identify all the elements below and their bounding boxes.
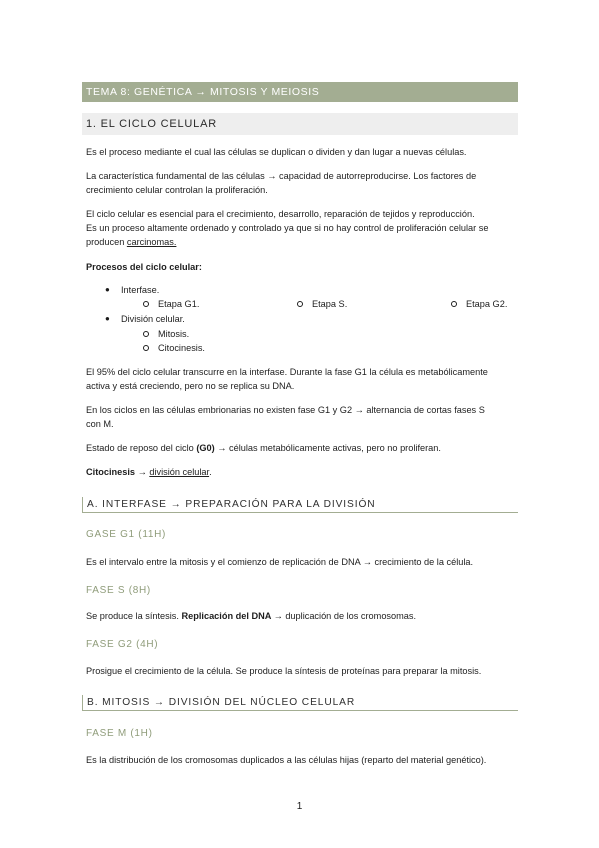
paragraph-citocinesis [86,465,518,479]
bullet-icon: ● [105,314,110,323]
paragraph-s [86,609,518,623]
circle-bullet-icon [297,301,303,307]
phase-heading-s: FASE S (8H) [86,585,151,596]
paragraph-characteristic-1: La característica fundamental de las células → capacidad de autorreproducirse. Los factores de [86,171,477,181]
section-heading-mitosis: B. MITOSIS → DIVISIÓN DEL NÚCLEO CELULAR [82,695,518,711]
text-span: Se produce la síntesis. [86,611,182,621]
text-span: Estado de reposo del ciclo [86,443,197,453]
paragraph-definition: Es el proceso mediante el cual las células se duplican o dividen y dan lugar a nuevas células. [86,147,467,157]
list-item-interfase: Interfase. [121,285,160,295]
paragraph-essential-1: El ciclo celular es esencial para el crecimiento, desarrollo, reparación de tejidos y reproducción. [86,209,475,219]
paragraph-g1: Es el intervalo entre la mitosis y el comienzo de replicación de DNA → crecimiento de la célula. [86,557,474,567]
list-item-division: División celular. [121,314,185,324]
section-heading-interfase: A. INTERFASE → PREPARACIÓN PARA LA DIVISIÓN [82,497,518,513]
paragraph-essential-3 [86,235,518,249]
text-span: → células metabólicamente activas, pero no proliferan. [214,443,441,453]
document-title: TEMA 8: GENÉTICA → MITOSIS Y MEIOSIS [82,82,518,102]
circle-bullet-icon [143,331,149,337]
paragraph-interfase-2: activa y está creciendo, pero no se replica su DNA. [86,381,295,391]
list-item-g2: Etapa G2. [466,299,508,309]
division-celular-link[interactable]: división celular [149,467,210,477]
text-span: producen [86,237,127,247]
processes-heading: Procesos del ciclo celular: [86,262,202,272]
paragraph-embryonic-1: En los ciclos en las células embrionarias no existen fase G1 y G2 → alternancia de cortas fases S [86,405,485,415]
text-span: duplicación de los cromosomas. [282,611,417,621]
list-item-citocinesis: Citocinesis. [158,343,205,353]
circle-bullet-icon [143,345,149,351]
section-heading-ciclo-celular: 1. EL CICLO CELULAR [82,113,518,135]
bullet-icon: ● [105,285,110,294]
phase-heading-g2: FASE G2 (4H) [86,639,159,650]
paragraph-g2: Prosigue el crecimiento de la célula. Se produce la síntesis de proteínas para preparar la mitosis. [86,666,482,676]
page-number: 1 [296,801,303,812]
list-item-mitosis: Mitosis. [158,329,190,339]
carcinomas-link[interactable]: carcinomas. [126,237,177,247]
phase-heading-g1: GASE G1 (11H) [86,529,167,540]
circle-bullet-icon [451,301,457,307]
g0-label: (G0) [196,443,215,453]
replication-label: Replicación del DNA → [181,611,283,621]
paragraph-g0 [86,441,518,455]
list-item-g1: Etapa G1. [158,299,200,309]
paragraph-essential-2: Es un proceso altamente ordenado y controlado ya que si no hay control de proliferación celular se [86,223,489,233]
list-item-s: Etapa S. [312,299,348,309]
paragraph-interfase-1: El 95% del ciclo celular transcurre en la interfase. Durante la fase G1 la célula es metabólicamente [86,367,488,377]
paragraph-characteristic-2: crecimiento celular controlan la proliferación. [86,185,268,195]
paragraph-embryonic-2: con M. [86,419,114,429]
text-span: . [209,467,212,477]
citocinesis-label: Citocinesis → [86,467,147,477]
paragraph-m: Es la distribución de los cromosomas duplicados a las células hijas (reparto del material genético). [86,755,487,765]
phase-heading-m: FASE M (1H) [86,728,153,739]
circle-bullet-icon [143,301,149,307]
